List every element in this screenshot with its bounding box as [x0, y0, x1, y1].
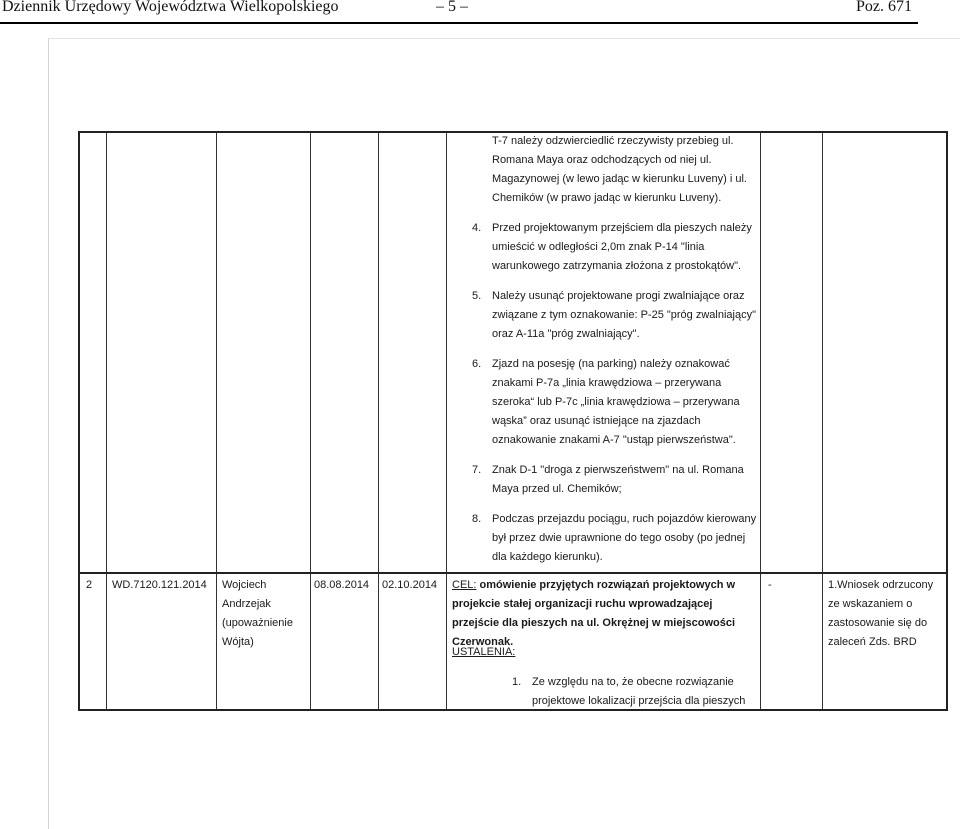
- item-text: Przed projektowanym przejściem dla pieszych należy umieścić w odległości 2,0m znak P-14 "linia warunkowego zatrzymania złożona z prostokątów".: [492, 222, 752, 272]
- item-number: 6.: [472, 358, 482, 370]
- date-meeting: 08.08.2014: [314, 579, 370, 591]
- item-number: 8.: [472, 513, 482, 525]
- item-text: Zjazd na posesję (na parking) należy oznakować znakami P-7a „linia krawędziowa – przerywana szeroka“ lub P-7c „linia krawędziowa – przerywana wąska” oraz usunąć istniejące na zjazdach oznakowanie znakami A-7 "ustąp pierwszeństwa".: [492, 358, 740, 446]
- col-divider: [216, 133, 217, 709]
- position-number: Poz. 671: [856, 0, 912, 15]
- col-divider: [378, 133, 379, 709]
- row-lp: 2: [86, 579, 93, 591]
- item-number: 7.: [472, 464, 482, 476]
- cel-label: CEL:: [452, 579, 477, 591]
- item-text: Znak D-1 "droga z pierwszeństwem" na ul. Romana Maya przed ul. Chemików;: [492, 464, 744, 495]
- cel-text: omówienie przyjętych rozwiązań projektowych w projekcie stałej organizacji ruchu wprowadzającej przejście dla pieszych na ul. Okrężnej w miejscowości Czerwonak.: [452, 579, 736, 648]
- journal-title: Dziennik Urzędowy Województwa Wielkopolskiego: [2, 0, 339, 15]
- item-number: 1.: [512, 676, 522, 688]
- col-divider: [822, 133, 823, 709]
- result-text: 1.Wniosek odrzucony ze wskazaniem o zastosowanie się do zaleceń Zds. BRD: [828, 579, 934, 648]
- item-number: 5.: [472, 290, 482, 302]
- continuation-text: T-7 należy odzwierciedlić rzeczywisty przebieg ul. Romana Maya oraz odchodzących od niej ul. Magazynowej (w lewo jadąc w kierunku Luveny) i ul. Chemików (w prawo jadąc w kierunku Luveny).: [492, 135, 747, 204]
- item-text: Ze względu na to, że obecne rozwiązanie projektowe lokalizacji przejścia dla pieszych: [532, 676, 746, 707]
- col-divider: [446, 133, 447, 709]
- decision-table: [78, 131, 948, 711]
- case-number: WD.7120.121.2014: [112, 579, 207, 591]
- col-divider: [106, 133, 107, 709]
- ustalenia-label: USTALENIA:: [452, 646, 516, 658]
- col-divider: [760, 133, 761, 709]
- person-name: Wojciech Andrzejak (upoważnienie Wójta): [222, 579, 293, 648]
- running-header: [0, 0, 918, 24]
- item-number: 4.: [472, 222, 482, 234]
- row-divider: [80, 572, 946, 574]
- item-text: Należy usunąć projektowane progi zwalniające oraz związane z tym oznakowanie: P-25 "próg zwalniający" oraz A-11a "próg zwalniający".: [492, 290, 756, 340]
- date-decision: 02.10.2014: [382, 579, 438, 591]
- page-number: – 5 –: [436, 0, 468, 15]
- dash-value: -: [768, 579, 772, 591]
- col-divider: [310, 133, 311, 709]
- item-text: Podczas przejazdu pociągu, ruch pojazdów kierowany był przez dwie uprawnione do tego osoby (po jednej dla każdego kierunku).: [492, 513, 757, 563]
- cel-paragraph: [452, 576, 754, 652]
